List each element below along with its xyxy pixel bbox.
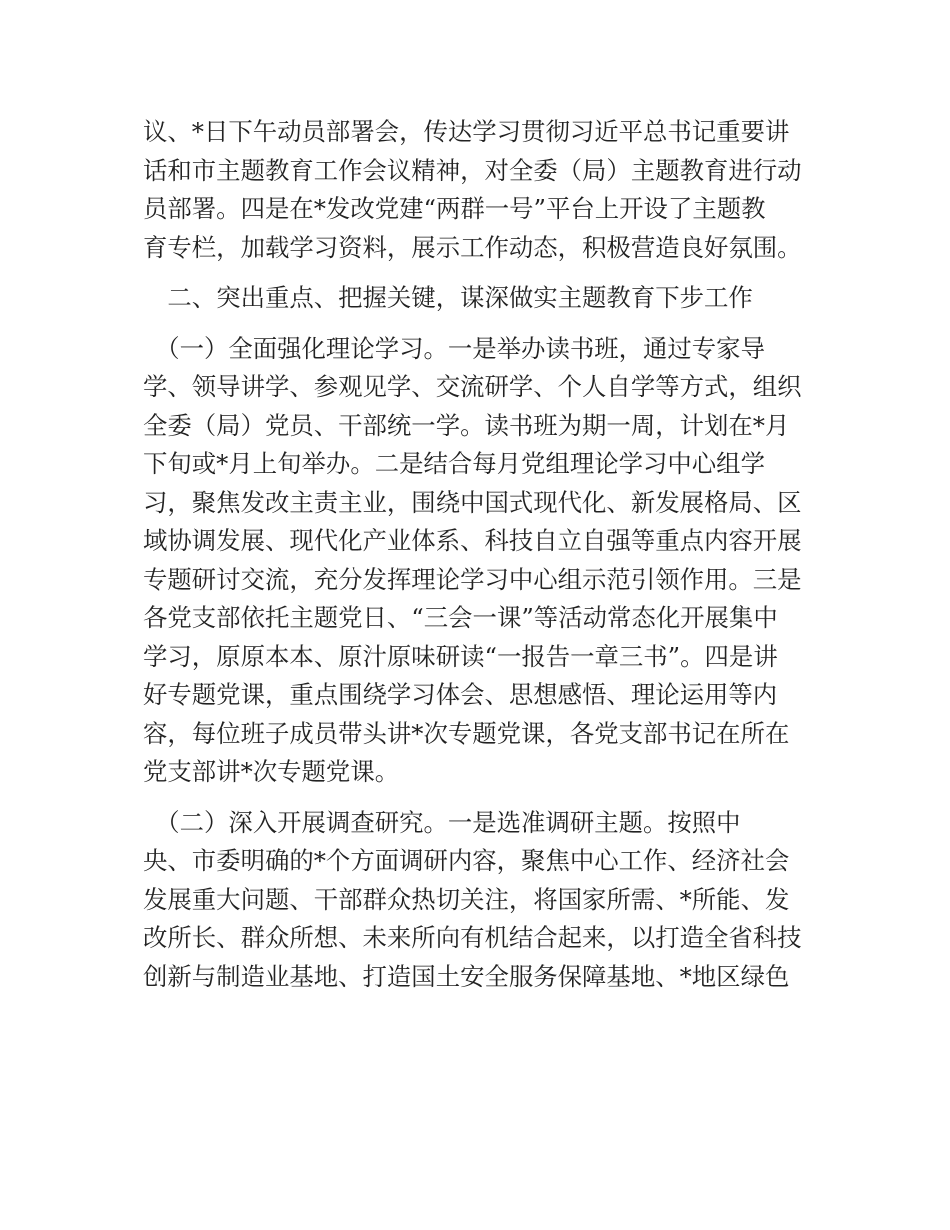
text-line: 员部署。四是在*发改党建“两群一号”平台上开设了主题教 — [143, 194, 766, 223]
text-line: 学习，原原本本、原汁原味研读“一报告一章三书”。四是讲 — [143, 641, 778, 671]
text-line: 学、领导讲学、参观见学、交流研学、个人自学等方式，组织 — [143, 372, 802, 401]
text-line: 各党支部依托主题党日、“三会一课”等活动常态化开展集中 — [143, 603, 778, 632]
text-line: 容，每位班子成员带头讲*次专题党课，各党支部书记在所在 — [143, 718, 790, 748]
text-line: 好专题党课，重点围绕学习体会、思想感悟、理论运用等内 — [143, 680, 778, 709]
paragraph-research — [143, 804, 813, 997]
text-line: 习，聚焦发改主责主业，围绕中国式现代化、新发展格局、区 — [143, 487, 802, 517]
text-line: （二）深入开展调查研究。一是选准调研主题。按照中 — [143, 807, 741, 837]
text-line: 专题研讨交流，充分发挥理论学习中心组示范引领作用。三是 — [143, 564, 802, 594]
document-body — [143, 113, 813, 996]
text-line: 央、市委明确的*个方面调研内容，聚焦中心工作、经济社会 — [143, 846, 790, 875]
heading-line: 二、突出重点、把握关键，谋深做实主题教育下步工作 — [143, 283, 753, 312]
text-line: 全委（局）党员、干部统一学。读书班为期一周，计划在*月 — [143, 410, 790, 440]
paragraph-theory-study — [143, 330, 813, 792]
text-line: （一）全面强化理论学习。一是举办读书班，通过专家导 — [143, 333, 765, 363]
text-line: 域协调发展、现代化产业体系、科技自立自强等重点内容开展 — [143, 526, 802, 555]
text-line: 创新与制造业基地、打造国土安全服务保障基地、*地区绿色 — [143, 961, 790, 991]
text-line: 党支部讲*次专题党课。 — [143, 757, 400, 786]
section-heading — [143, 279, 813, 318]
paragraph-intro-continuation — [143, 113, 813, 267]
text-line: 下旬或*月上旬举办。二是结合每月党组理论学习中心组学 — [143, 449, 765, 478]
text-line: 改所长、群众所想、未来所向有机结合起来，以打造全省科技 — [143, 923, 802, 952]
text-line: 话和市主题教育工作会议精神，对全委（局）主题教育进行动 — [143, 155, 802, 185]
text-line: 发展重大问题、干部群众热切关注，将国家所需、*所能、发 — [143, 884, 790, 914]
text-line: 育专栏，加载学习资料，展示工作动态，积极营造良好氛围。 — [143, 232, 802, 262]
text-line: 议、*日下午动员部署会，传达学习贯彻习近平总书记重要讲 — [143, 117, 790, 146]
